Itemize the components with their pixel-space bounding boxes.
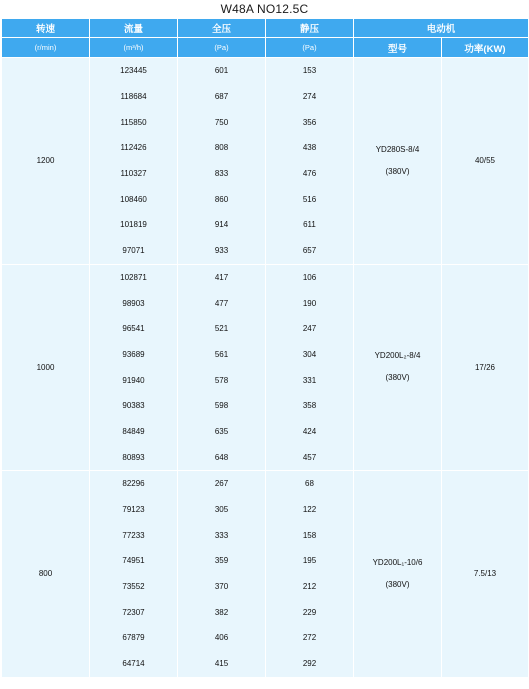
static-pressure-cell: 331 <box>266 367 354 393</box>
flow-cell: 102871 <box>90 264 178 290</box>
flow-cell: 98903 <box>90 290 178 316</box>
header-speed-unit: (r/min) <box>34 43 57 52</box>
flow-cell: 80893 <box>90 444 178 470</box>
flow-cell: 72307 <box>90 599 178 625</box>
static-pressure-cell: 457 <box>266 444 354 470</box>
motor-voltage: (380V) <box>385 166 410 176</box>
total-pressure-cell: 305 <box>178 497 266 523</box>
header-total-pressure <box>178 19 266 38</box>
table-header <box>2 19 529 58</box>
flow-cell: 82296 <box>90 471 178 497</box>
power-cell: 17/26 <box>442 264 529 471</box>
header-static-pressure-unit-cell <box>266 38 354 58</box>
table-row <box>2 58 529 84</box>
header-power <box>442 38 529 58</box>
total-pressure-cell: 578 <box>178 367 266 393</box>
total-pressure-cell: 521 <box>178 316 266 342</box>
static-pressure-cell: 190 <box>266 290 354 316</box>
total-pressure-cell: 635 <box>178 419 266 445</box>
flow-cell: 84849 <box>90 419 178 445</box>
static-pressure-cell: 195 <box>266 548 354 574</box>
header-motor-label: 电动机 <box>426 24 456 35</box>
flow-cell: 108460 <box>90 186 178 212</box>
total-pressure-cell: 833 <box>178 161 266 187</box>
flow-cell: 110327 <box>90 161 178 187</box>
speed-cell: 800 <box>2 471 90 677</box>
flow-cell: 67879 <box>90 625 178 651</box>
motor-model: YD200L₂-8/4 <box>374 351 421 361</box>
motor-model-cell <box>354 471 442 677</box>
static-pressure-cell: 304 <box>266 342 354 368</box>
total-pressure-cell: 687 <box>178 84 266 110</box>
total-pressure-cell: 914 <box>178 212 266 238</box>
static-pressure-cell: 292 <box>266 651 354 677</box>
total-pressure-cell: 477 <box>178 290 266 316</box>
flow-cell: 77233 <box>90 522 178 548</box>
static-pressure-cell: 153 <box>266 58 354 84</box>
total-pressure-cell: 561 <box>178 342 266 368</box>
motor-model: YD280S-8/4 <box>375 144 420 154</box>
flow-cell: 91940 <box>90 367 178 393</box>
header-static-pressure <box>266 19 354 38</box>
header-motor <box>354 19 529 38</box>
static-pressure-cell: 438 <box>266 135 354 161</box>
power-cell: 7.5/13 <box>442 471 529 677</box>
total-pressure-cell: 267 <box>178 471 266 497</box>
header-total-pressure-unit: (Pa) <box>214 43 229 52</box>
total-pressure-cell: 359 <box>178 548 266 574</box>
fan-performance-table <box>1 18 529 677</box>
static-pressure-cell: 356 <box>266 109 354 135</box>
motor-voltage: (380V) <box>385 373 410 383</box>
header-speed <box>2 19 90 38</box>
flow-cell: 73552 <box>90 574 178 600</box>
static-pressure-cell: 272 <box>266 625 354 651</box>
static-pressure-cell: 158 <box>266 522 354 548</box>
total-pressure-cell: 370 <box>178 574 266 600</box>
total-pressure-cell: 415 <box>178 651 266 677</box>
flow-cell: 112426 <box>90 135 178 161</box>
header-total-pressure-label: 全压 <box>211 24 231 35</box>
static-pressure-cell: 516 <box>266 186 354 212</box>
flow-cell: 74951 <box>90 548 178 574</box>
flow-cell: 101819 <box>90 212 178 238</box>
header-power-label: 功率(KW) <box>464 43 506 55</box>
static-pressure-cell: 229 <box>266 599 354 625</box>
flow-cell: 115850 <box>90 109 178 135</box>
header-flow-unit-cell <box>90 38 178 58</box>
static-pressure-cell: 424 <box>266 419 354 445</box>
total-pressure-cell: 598 <box>178 393 266 419</box>
flow-cell: 118684 <box>90 84 178 110</box>
static-pressure-cell: 358 <box>266 393 354 419</box>
power-cell: 40/55 <box>442 58 529 265</box>
static-pressure-cell: 212 <box>266 574 354 600</box>
header-flow-unit: (m³/h) <box>123 43 144 52</box>
static-pressure-cell: 122 <box>266 497 354 523</box>
motor-model-cell <box>354 58 442 265</box>
flow-cell: 123445 <box>90 58 178 84</box>
total-pressure-cell: 601 <box>178 58 266 84</box>
total-pressure-cell: 750 <box>178 109 266 135</box>
header-flow <box>90 19 178 38</box>
total-pressure-cell: 406 <box>178 625 266 651</box>
header-model <box>354 38 442 58</box>
flow-cell: 90383 <box>90 393 178 419</box>
flow-cell: 96541 <box>90 316 178 342</box>
motor-model: YD200L₁-10/6 <box>372 557 423 567</box>
header-static-pressure-unit: (Pa) <box>302 43 317 52</box>
speed-cell: 1200 <box>2 58 90 265</box>
flow-cell: 64714 <box>90 651 178 677</box>
static-pressure-cell: 274 <box>266 84 354 110</box>
table-title: W48A NO12.5C <box>220 2 309 16</box>
total-pressure-cell: 933 <box>178 238 266 264</box>
header-total-pressure-unit-cell <box>178 38 266 58</box>
motor-voltage: (380V) <box>385 579 410 589</box>
table-row <box>2 471 529 497</box>
flow-cell: 79123 <box>90 497 178 523</box>
table-row <box>2 264 529 290</box>
static-pressure-cell: 68 <box>266 471 354 497</box>
header-speed-unit-cell <box>2 38 90 58</box>
flow-cell: 93689 <box>90 342 178 368</box>
total-pressure-cell: 648 <box>178 444 266 470</box>
static-pressure-cell: 247 <box>266 316 354 342</box>
total-pressure-cell: 333 <box>178 522 266 548</box>
speed-cell: 1000 <box>2 264 90 471</box>
header-flow-label: 流量 <box>123 24 143 35</box>
static-pressure-cell: 106 <box>266 264 354 290</box>
header-model-label: 型号 <box>387 43 407 55</box>
table-body <box>2 58 529 677</box>
total-pressure-cell: 860 <box>178 186 266 212</box>
static-pressure-cell: 476 <box>266 161 354 187</box>
total-pressure-cell: 417 <box>178 264 266 290</box>
total-pressure-cell: 382 <box>178 599 266 625</box>
motor-model-cell <box>354 264 442 471</box>
header-static-pressure-label: 静压 <box>299 24 319 35</box>
header-speed-label: 转速 <box>35 24 55 35</box>
static-pressure-cell: 611 <box>266 212 354 238</box>
flow-cell: 97071 <box>90 238 178 264</box>
static-pressure-cell: 657 <box>266 238 354 264</box>
total-pressure-cell: 808 <box>178 135 266 161</box>
